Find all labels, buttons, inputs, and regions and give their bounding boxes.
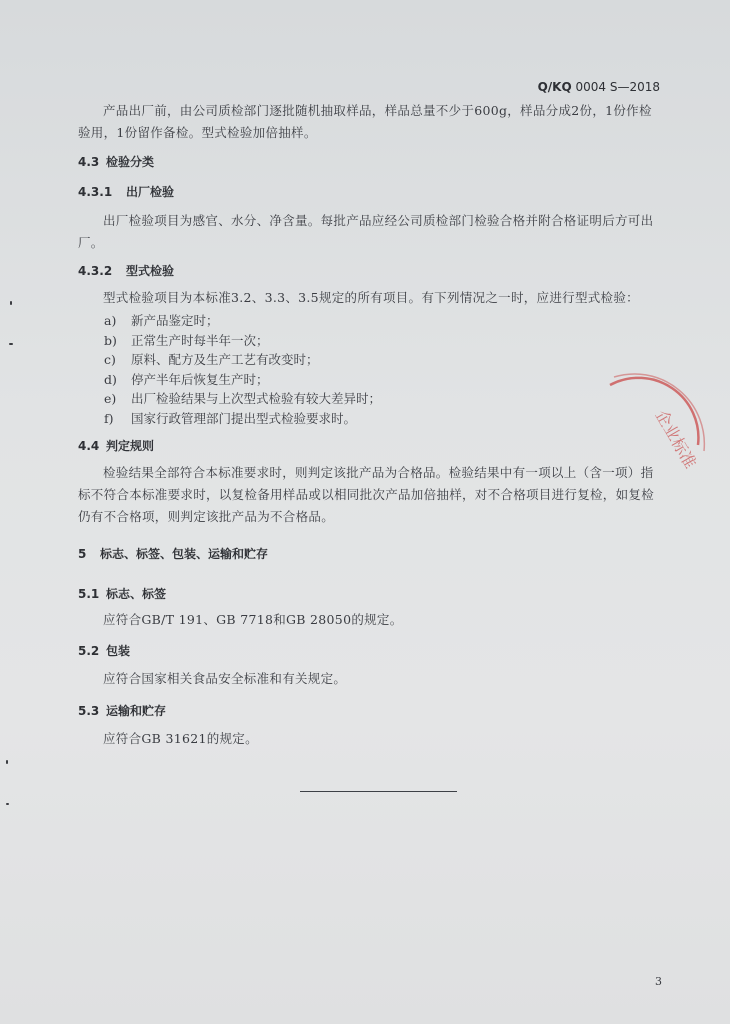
- doc-code-prefix: Q/KQ: [537, 80, 572, 94]
- list-item-text: 停产半年后恢复生产时；: [131, 371, 269, 387]
- section-title: 判定规则: [106, 439, 155, 453]
- list-item-text: 国家行政管理部门提出型式检验要求时。: [131, 410, 357, 426]
- section-number: 4.3.2: [78, 264, 113, 278]
- section-number: 4.3: [78, 155, 100, 169]
- section-number: 5: [78, 547, 87, 561]
- list-item-text: 新产品鉴定时；: [131, 313, 219, 328]
- list-item: [104, 389, 604, 409]
- section-5-heading: [78, 545, 268, 562]
- scan-speck: [6, 803, 9, 805]
- list-item-text: 原料、配方及生产工艺有改变时；: [131, 352, 319, 367]
- section-title: 检验分类: [106, 155, 155, 169]
- section-4-3-1-heading: [78, 183, 174, 200]
- scan-speck: [10, 301, 12, 305]
- end-rule: [300, 791, 457, 792]
- section-title: 型式检验: [126, 264, 175, 278]
- section-5-3-heading: [78, 702, 166, 719]
- section-5-1-text: 应符合GB/T 191、GB 7718和GB 28050的规定。: [103, 612, 403, 627]
- list-item-text: 正常生产时每半年一次；: [131, 332, 269, 348]
- list-marker: d): [104, 371, 117, 387]
- list-item: [104, 331, 604, 351]
- scan-speck: [9, 343, 13, 345]
- section-4-3-heading: [78, 153, 154, 170]
- document-code: [538, 80, 660, 94]
- list-marker: e): [104, 391, 117, 406]
- list-item: [104, 311, 604, 331]
- section-5-3-text: 应符合GB 31621的规定。: [103, 731, 258, 746]
- list-marker: c): [104, 352, 116, 367]
- section-5-2-text: 应符合国家相关食品安全标准和有关规定。: [103, 671, 347, 686]
- section-number: 4.4: [78, 439, 100, 453]
- stamp-text: 企业标准: [651, 406, 701, 472]
- section-4-4-heading: [78, 437, 154, 454]
- section-title: 标志、标签: [106, 587, 167, 601]
- section-title: 运输和贮存: [106, 704, 167, 718]
- section-4-4-text: 检验结果全部符合本标准要求时，则判定该批产品为合格品。检验结果中有一项以上（含一项）指标不符合本标准要求时，以复检备用样品或以相同批次产品加倍抽样，对不合格项目进行复检，如复检仍有不合格项，则判定该批产品为不合格品。: [78, 465, 655, 524]
- section-title: 包装: [106, 644, 131, 658]
- doc-code-number: 0004 S—2018: [571, 80, 660, 94]
- section-number: 5.1: [78, 587, 100, 601]
- list-marker: b): [104, 332, 117, 348]
- type-inspection-conditions-list: [104, 311, 604, 428]
- section-5-2-heading: [78, 642, 130, 659]
- scan-speck: [6, 760, 8, 764]
- section-title: 出厂检验: [126, 185, 175, 199]
- section-number: 5.3: [78, 704, 100, 718]
- list-item: [104, 409, 604, 429]
- list-marker: a): [104, 313, 117, 328]
- section-number: 5.2: [78, 644, 100, 658]
- section-title: 标志、标签、包装、运输和贮存: [100, 547, 269, 561]
- section-number: 4.3.1: [78, 185, 113, 199]
- section-4-3-1-text: 出厂检验项目为感官、水分、净含量。每批产品应经公司质检部门检验合格并附合格证明后方可出厂。: [78, 213, 654, 250]
- section-5-1-heading: [78, 585, 166, 602]
- list-item: [104, 370, 604, 390]
- list-item: [104, 350, 604, 370]
- section-4-3-2-heading: [78, 262, 174, 279]
- intro-paragraph: 产品出厂前，由公司质检部门逐批随机抽取样品，样品总量不少于600g，样品分成2份，1份作检验用，1份留作备检。型式检验加倍抽样。: [78, 103, 652, 140]
- list-marker: f): [104, 410, 114, 426]
- section-4-3-2-text: 型式检验项目为本标准3.2、3.3、3.5规定的所有项目。有下列情况之一时，应进行型式检验：: [103, 290, 639, 305]
- list-item-text: 出厂检验结果与上次型式检验有较大差异时；: [131, 391, 382, 406]
- page-number: 3: [655, 975, 662, 988]
- stamp: [600, 355, 710, 485]
